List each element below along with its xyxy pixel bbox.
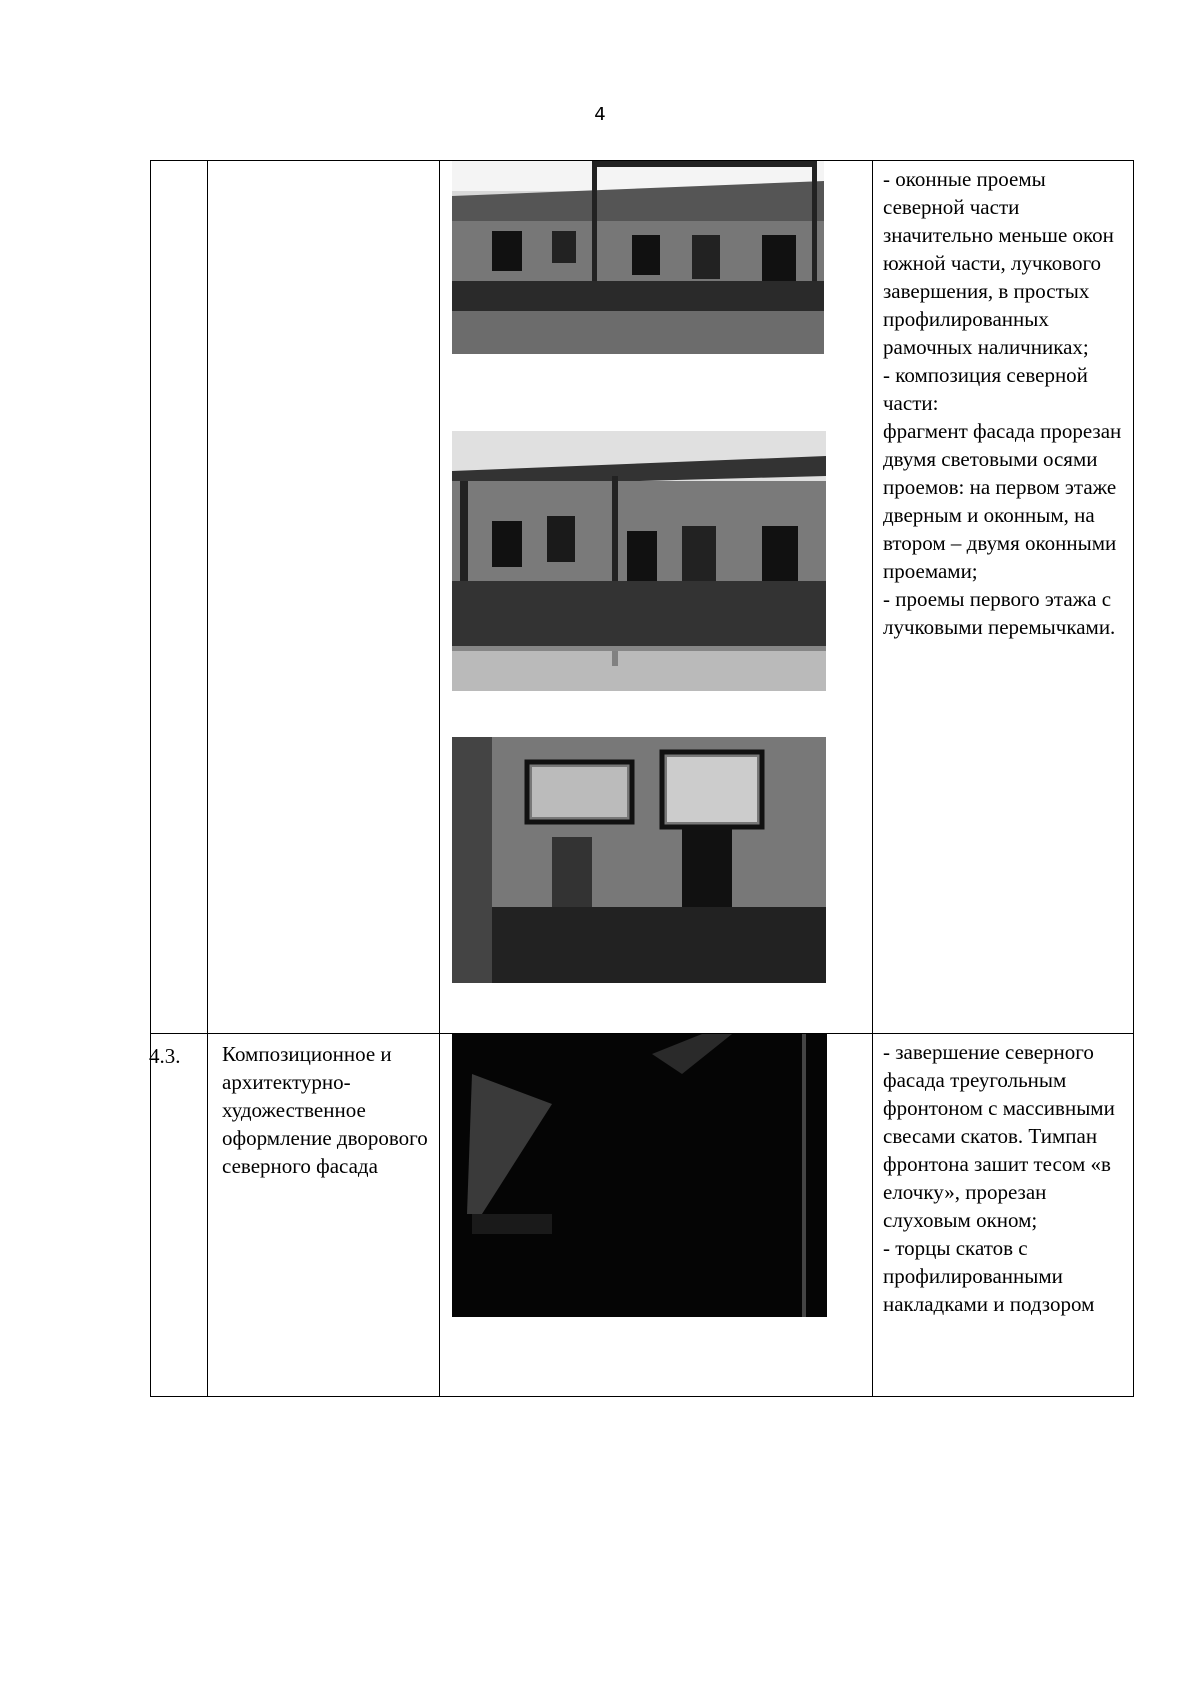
row-description-cell <box>873 1034 1134 1397</box>
description-line: фрагмент фасада прорезан двумя световыми осями проемов: на первом этаже дверным и оконным, на втором – двумя оконными проемами; <box>883 419 1122 583</box>
photo-cell <box>440 161 873 1034</box>
row-description-cell <box>873 161 1134 1034</box>
facade-photo-2 <box>452 431 826 691</box>
photo-cell <box>440 1034 873 1397</box>
row-name-cell <box>208 161 440 1034</box>
description-line: - проемы первого этажа с лучковыми перемычками. <box>883 587 1116 639</box>
description-line: - торцы скатов с профилированными накладками и подзором <box>883 1236 1095 1316</box>
description-line: - оконные проемы северной части значительно меньше окон южной части, лучкового завершения, в простых профилированных рамочных наличниках; <box>883 167 1114 359</box>
heritage-table <box>150 160 1134 1397</box>
row-number-cell <box>151 161 208 1034</box>
table-row <box>151 161 1134 1034</box>
table-row <box>151 1034 1134 1397</box>
row-number-cell: 4.3. <box>151 1034 208 1397</box>
window-detail-photo <box>452 737 826 983</box>
page-number: 4 <box>594 104 606 125</box>
description-line: - завершение северного фасада треугольным фронтоном с массивными свесами скатов. Тимпан фронтона зашит тесом «в елочку», прорезан слуховым окном; <box>883 1040 1115 1232</box>
gable-photo <box>452 1034 827 1317</box>
facade-photo-1 <box>452 161 824 354</box>
row-name-cell: Композиционное и архитектурно-художественное оформление дворового северного фасада <box>208 1034 440 1397</box>
description-line: - композиция северной части: <box>883 363 1088 415</box>
